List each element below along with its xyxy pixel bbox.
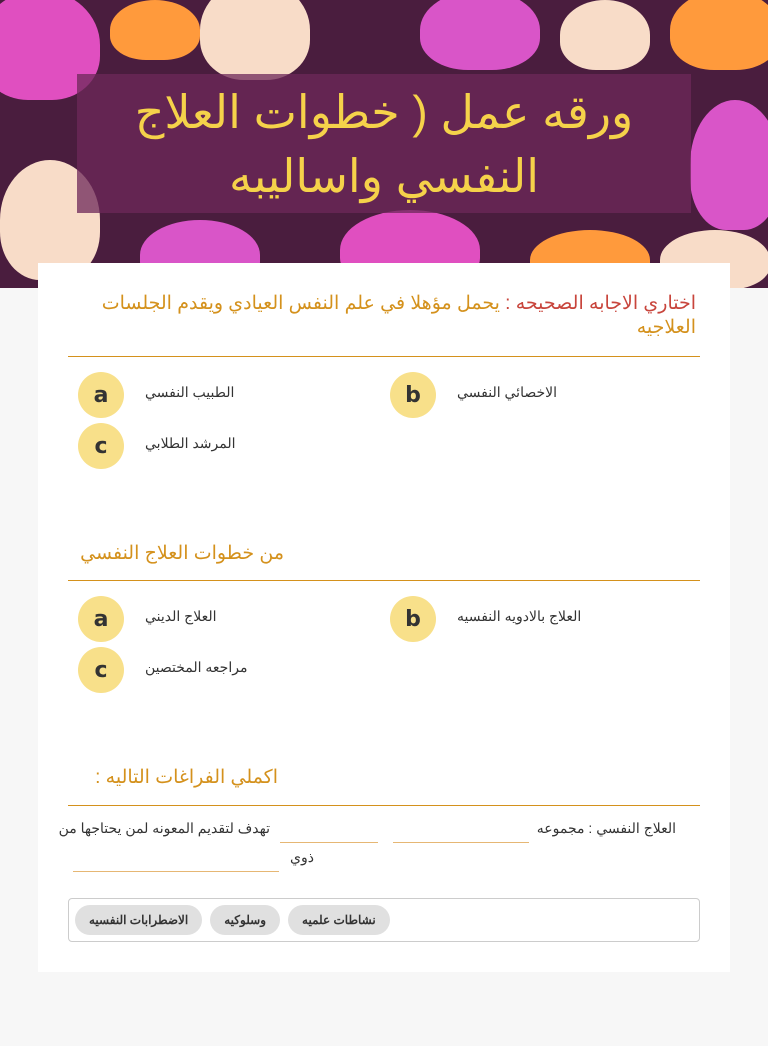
option-label: مراجعه المختصين xyxy=(145,659,248,675)
divider xyxy=(68,805,700,806)
word-chip[interactable]: الاضطرابات النفسيه xyxy=(75,905,202,935)
option-label: العلاج الديني xyxy=(145,608,217,624)
word-chip[interactable]: وسلوكيه xyxy=(210,905,280,935)
option-letter: b xyxy=(390,596,436,642)
blank-2[interactable] xyxy=(280,842,378,843)
word-chip[interactable]: نشاطات علميه xyxy=(288,905,390,935)
page-title: ورقه عمل ( خطوات العلاج النفسي واساليبه xyxy=(134,85,634,202)
option-letter: b xyxy=(390,372,436,418)
option-b[interactable] xyxy=(390,372,558,418)
question-1-lead: اختاري الاجابه الصحيحه : xyxy=(505,293,696,314)
blank-3[interactable] xyxy=(73,871,279,872)
question-1-title xyxy=(68,292,696,340)
divider xyxy=(68,580,700,581)
option-c[interactable] xyxy=(78,423,236,469)
option-letter: a xyxy=(78,596,124,642)
option-letter: a xyxy=(78,372,124,418)
question-1-text: يحمل مؤهلا في علم النفس العيادي ويقدم الجلسات العلاجيه xyxy=(101,293,696,338)
option-a[interactable] xyxy=(78,596,217,642)
question-2-title: من خطوات العلاج النفسي xyxy=(80,543,284,564)
option-label: الطبيب النفسي xyxy=(145,384,235,400)
blank-1[interactable] xyxy=(393,842,529,843)
option-label: الاخصائي النفسي xyxy=(457,384,558,400)
question-3-title: اكملي الفراغات التاليه : xyxy=(95,767,278,788)
header-banner xyxy=(0,0,768,288)
option-c[interactable] xyxy=(78,647,248,693)
option-label: المرشد الطلابي xyxy=(145,435,236,451)
title-box xyxy=(77,74,691,213)
option-a[interactable] xyxy=(78,372,235,418)
word-bank xyxy=(68,898,700,942)
option-b[interactable] xyxy=(390,596,582,642)
fill-text-2: تهدف لتقديم المعونه لمن يحتاجها من xyxy=(58,820,270,836)
option-letter: c xyxy=(78,647,124,693)
option-letter: c xyxy=(78,423,124,469)
worksheet-card xyxy=(38,263,730,972)
divider xyxy=(68,356,700,357)
fill-text-3: ذوي xyxy=(290,849,314,865)
option-label: العلاج بالادويه النفسيه xyxy=(457,608,582,624)
fill-text-1: العلاج النفسي : مجموعه xyxy=(536,820,676,836)
